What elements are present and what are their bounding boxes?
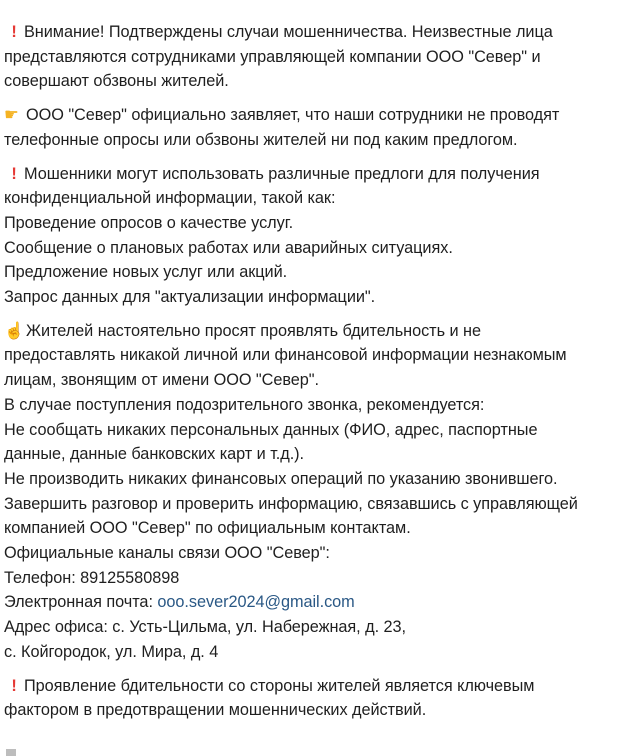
paragraph-conclusion	[4, 674, 634, 723]
text-line	[4, 20, 634, 45]
text-line: В случае поступления подозрительного звонка, рекомендуется:	[4, 395, 485, 414]
text-line: Предложение новых услуг или акций.	[4, 263, 288, 282]
post-text	[4, 20, 634, 732]
text: Внимание! Подтверждены случаи мошенничества. Неизвестные лица	[24, 23, 553, 41]
text-line: данные, данные банковских карт и т.д.).	[4, 445, 305, 464]
text-line	[4, 319, 634, 344]
paragraph-warning	[4, 20, 634, 94]
text-line: фактором в предотвращении мошеннических действий.	[4, 701, 427, 720]
phone-line	[4, 566, 634, 591]
cut-off-emoji	[6, 749, 16, 756]
exclamation-icon: !	[11, 164, 17, 183]
text-line: компанией ООО "Север" по официальным контактам.	[4, 519, 411, 538]
exclamation-icon: !	[11, 23, 17, 41]
text-line: совершают обзвоны жителей.	[4, 72, 229, 91]
email-link[interactable]: ooo.sever2024@gmail.com	[157, 593, 355, 612]
text: Мошенники могут использовать различные предлоги для получения	[24, 164, 540, 183]
phone-number: 89125580898	[80, 568, 180, 587]
pointing-hand-icon: ☛	[4, 106, 19, 125]
text-line: конфиденциальной информации, такой как:	[4, 189, 336, 208]
text-line: Не производить никаких финансовых операций по указанию звонившего.	[4, 469, 558, 488]
text: Проявление бдительности со стороны жителей является ключевым	[24, 676, 535, 695]
address-line	[4, 615, 634, 640]
text: Жителей настоятельно просят проявлять бдительность и не	[26, 321, 481, 340]
paragraph-recommendations	[4, 319, 634, 665]
text: ООО "Север" официально заявляет, что наши сотрудники не проводят	[26, 106, 560, 125]
paragraph-official-statement	[4, 103, 634, 152]
text-line: представляются сотрудниками управляющей компании ООО "Север" и	[4, 47, 541, 66]
text-line	[4, 162, 634, 187]
text-line: Сообщение о плановых работах или аварийных ситуациях.	[4, 238, 453, 257]
email-line	[4, 590, 634, 615]
email-label: Электронная почта:	[4, 593, 153, 612]
text-line: Завершить разговор и проверить информацию, связавшись с управляющей	[4, 494, 578, 513]
text-line	[4, 103, 634, 128]
text-line: Официальные каналы связи ООО "Север":	[4, 544, 330, 563]
exclamation-icon: !	[11, 676, 17, 695]
text-line: Запрос данных для "актуализации информации".	[4, 288, 376, 307]
text-line: предоставлять никакой личной или финансовой информации незнакомым	[4, 346, 567, 365]
text-line: Проведение опросов о качестве услуг.	[4, 213, 294, 232]
address-line-2: с. Койгородок, ул. Мира, д. 4	[4, 642, 219, 661]
text-line: телефонные опросы или обзвоны жителей ни под каким предлогом.	[4, 130, 518, 149]
pointing-up-hand-icon: ☝	[4, 321, 25, 340]
phone-label: Телефон:	[4, 568, 76, 587]
text-line: Не сообщать никаких персональных данных (ФИО, адрес, паспортные	[4, 420, 538, 439]
text-line: лицам, звонящим от имени ООО "Север".	[4, 371, 319, 390]
paragraph-pretexts	[4, 162, 634, 310]
address-label: Адрес офиса:	[4, 618, 108, 637]
address-value: с. Усть-Цильма, ул. Набережная, д. 23,	[112, 618, 407, 637]
text-line	[4, 674, 634, 699]
